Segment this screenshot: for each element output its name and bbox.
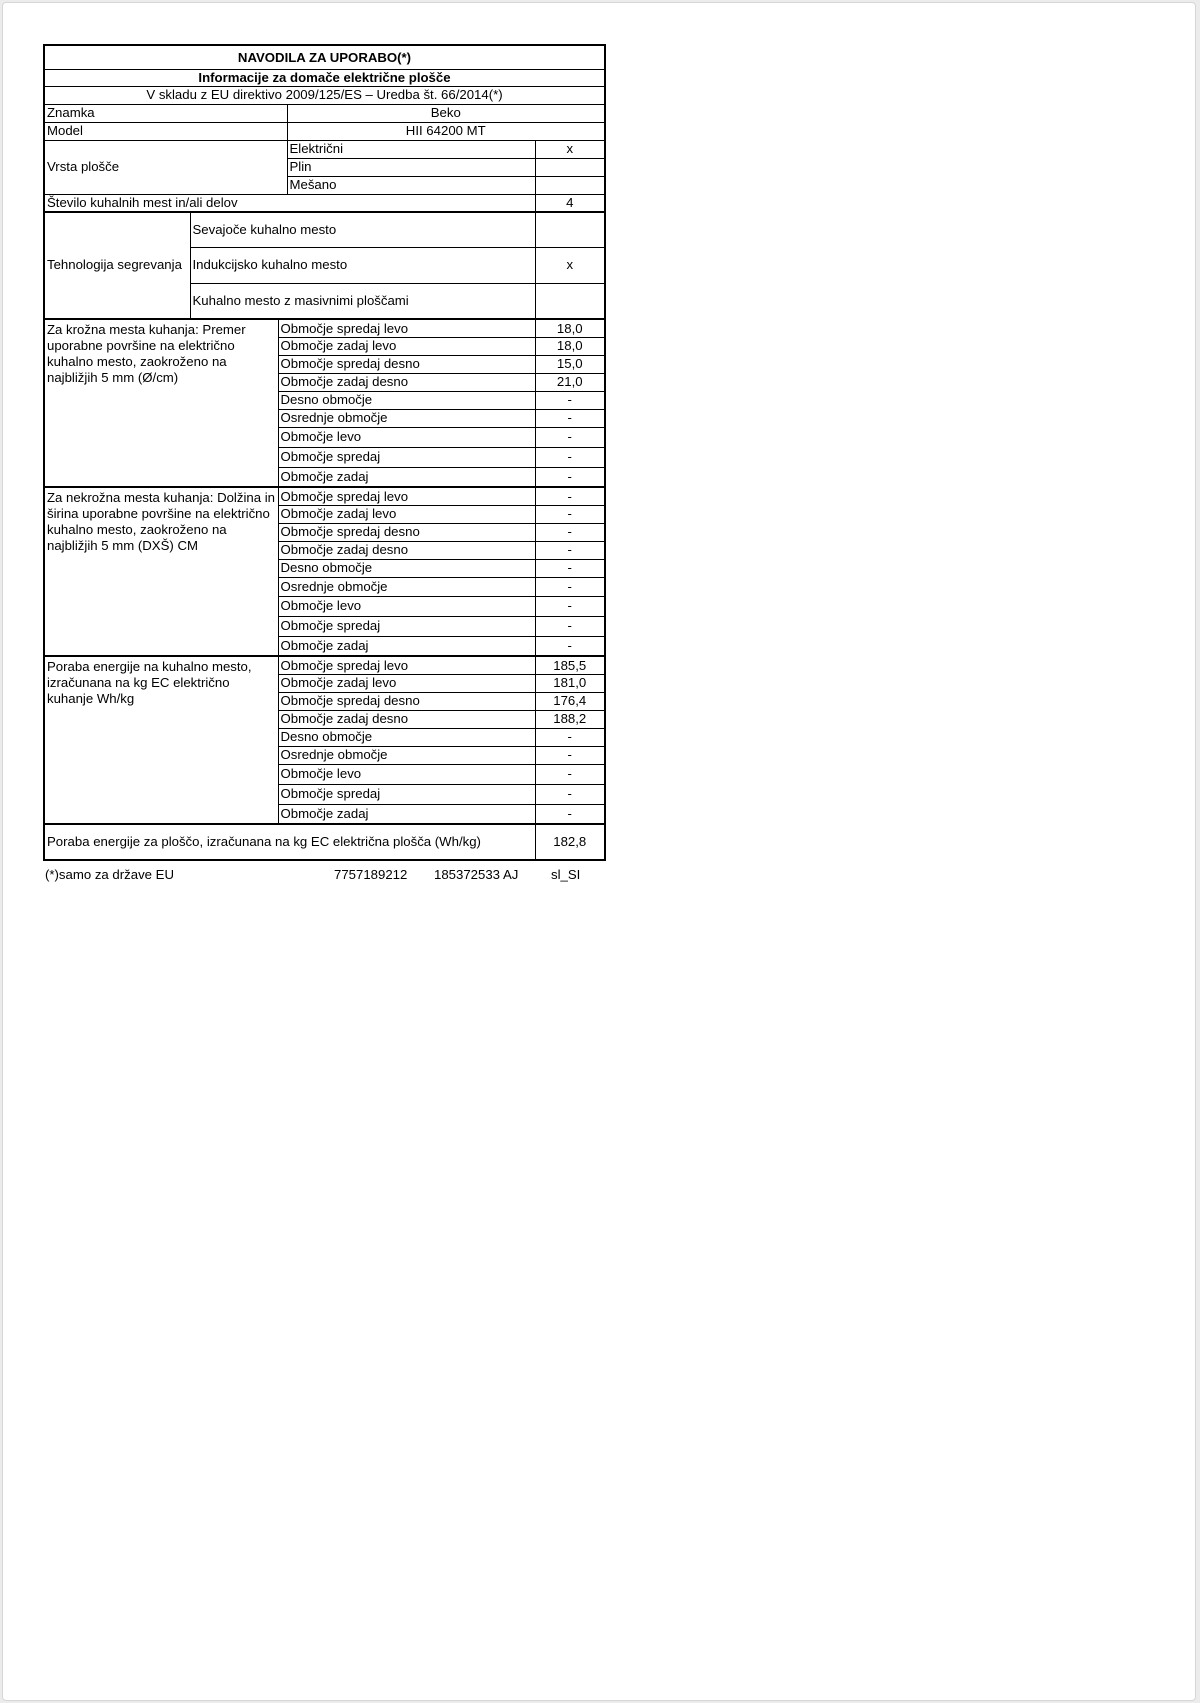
hob-type-option-value: x [535, 140, 605, 158]
technology-label: Tehnologija segrevanja [44, 212, 190, 319]
circular-zones-row [44, 319, 605, 337]
hob-type-option-value [535, 176, 605, 194]
technology-option-label: Sevajoče kuhalno mesto [190, 212, 535, 247]
product-info-sheet [43, 44, 604, 886]
circular-zones-position-label: Območje spredaj [278, 447, 535, 467]
noncircular-zones-position-value: - [535, 505, 605, 523]
technology-option-value: x [535, 247, 605, 283]
model-value: HII 64200 MT [287, 122, 605, 140]
zone-energy-position-value: - [535, 784, 605, 804]
circular-zones-position-value: 18,0 [535, 337, 605, 355]
circular-zones-position-label: Območje spredaj desno [278, 355, 535, 373]
hob-energy-value: 182,8 [535, 824, 605, 860]
zones-count-value: 4 [535, 194, 605, 212]
brand-value: Beko [287, 104, 605, 122]
zone-energy-position-label: Območje spredaj desno [278, 692, 535, 710]
noncircular-zones-position-label: Območje zadaj [278, 636, 535, 656]
model-label: Model [44, 122, 287, 140]
noncircular-zones-position-label: Osrednje območje [278, 577, 535, 596]
circular-zones-position-value: - [535, 409, 605, 427]
zone-energy-position-value: 185,5 [535, 656, 605, 674]
noncircular-zones-position-value: - [535, 559, 605, 577]
zone-energy-position-value: - [535, 804, 605, 824]
footer-part-code: 185372533 AJ [434, 867, 519, 882]
brand-label: Znamka [44, 104, 287, 122]
zone-energy-position-label: Desno območje [278, 728, 535, 746]
sheet-title: NAVODILA ZA UPORABO(*) [44, 45, 605, 69]
zone-energy-position-value: - [535, 764, 605, 784]
hob-type-option-value [535, 158, 605, 176]
zone-energy-position-label: Območje zadaj desno [278, 710, 535, 728]
circular-zones-label: Za krožna mesta kuhanja: Premer uporabne površine na električno kuhalno mesto, zaokroženo na najbližjih 5 mm (Ø/cm) [44, 319, 278, 487]
circular-zones-position-label: Območje zadaj levo [278, 337, 535, 355]
zone-energy-position-label: Območje zadaj [278, 804, 535, 824]
noncircular-zones-position-label: Območje spredaj levo [278, 487, 535, 505]
technology-option-value [535, 283, 605, 319]
circular-zones-position-value: 15,0 [535, 355, 605, 373]
hob-type-option-label: Mešano [287, 176, 535, 194]
noncircular-zones-position-value: - [535, 487, 605, 505]
zone-energy-position-value: - [535, 728, 605, 746]
noncircular-zones-position-label: Območje zadaj desno [278, 541, 535, 559]
noncircular-zones-position-label: Območje levo [278, 596, 535, 616]
zone-energy-position-label: Območje zadaj levo [278, 674, 535, 692]
sheet-subtitle: Informacije za domače električne plošče [44, 69, 605, 86]
zone-energy-position-label: Območje levo [278, 764, 535, 784]
zone-energy-position-value: 176,4 [535, 692, 605, 710]
technology-option-value [535, 212, 605, 247]
noncircular-zones-position-label: Območje spredaj desno [278, 523, 535, 541]
zone-energy-row [44, 656, 605, 674]
circular-zones-position-label: Območje zadaj desno [278, 373, 535, 391]
circular-zones-position-label: Območje levo [278, 427, 535, 447]
noncircular-zones-position-value: - [535, 541, 605, 559]
document-page [2, 2, 1196, 1701]
zone-energy-position-label: Osrednje območje [278, 746, 535, 764]
circular-zones-position-value: 18,0 [535, 319, 605, 337]
noncircular-zones-position-value: - [535, 596, 605, 616]
technology-option-label: Indukcijsko kuhalno mesto [190, 247, 535, 283]
circular-zones-position-value: - [535, 427, 605, 447]
hob-energy-label: Poraba energije za ploščo, izračunana na kg EC električna plošča (Wh/kg) [44, 824, 535, 860]
hob-type-label: Vrsta plošče [44, 140, 287, 194]
noncircular-zones-position-value: - [535, 636, 605, 656]
noncircular-zones-position-label: Območje zadaj levo [278, 505, 535, 523]
noncircular-zones-position-value: - [535, 616, 605, 636]
circular-zones-position-label: Območje spredaj levo [278, 319, 535, 337]
hob-type-option-label: Električni [287, 140, 535, 158]
circular-zones-position-value: 21,0 [535, 373, 605, 391]
circular-zones-position-label: Osrednje območje [278, 409, 535, 427]
zone-energy-position-value: - [535, 746, 605, 764]
circular-zones-position-label: Desno območje [278, 391, 535, 409]
noncircular-zones-position-value: - [535, 523, 605, 541]
zone-energy-position-label: Območje spredaj levo [278, 656, 535, 674]
footer-note: (*)samo za države EU [45, 867, 174, 882]
noncircular-zones-position-value: - [535, 577, 605, 596]
circular-zones-position-label: Območje zadaj [278, 467, 535, 487]
zone-energy-position-label: Območje spredaj [278, 784, 535, 804]
noncircular-zones-position-label: Desno območje [278, 559, 535, 577]
zone-energy-position-value: 188,2 [535, 710, 605, 728]
footer-locale: sl_SI [551, 867, 581, 882]
zone-energy-position-value: 181,0 [535, 674, 605, 692]
regulation-text: V skladu z EU direktivo 2009/125/ES – Uredba št. 66/2014(*) [44, 86, 605, 104]
product-info-table [43, 44, 606, 861]
circular-zones-position-value: - [535, 447, 605, 467]
noncircular-zones-row [44, 487, 605, 505]
circular-zones-position-value: - [535, 467, 605, 487]
zone-energy-label: Poraba energije na kuhalno mesto, izračunana na kg EC električno kuhanje Wh/kg [44, 656, 278, 824]
zones-count-label: Število kuhalnih mest in/ali delov [44, 194, 535, 212]
noncircular-zones-label: Za nekrožna mesta kuhanja: Dolžina in širina uporabne površine na električno kuhalno mesto, zaokroženo na najbližjih 5 mm (DXŠ) CM [44, 487, 278, 656]
footer [43, 868, 604, 886]
footer-document-code: 7757189212 [334, 867, 408, 882]
hob-type-option-label: Plin [287, 158, 535, 176]
technology-option-label: Kuhalno mesto z masivnimi ploščami [190, 283, 535, 319]
circular-zones-position-value: - [535, 391, 605, 409]
noncircular-zones-position-label: Območje spredaj [278, 616, 535, 636]
